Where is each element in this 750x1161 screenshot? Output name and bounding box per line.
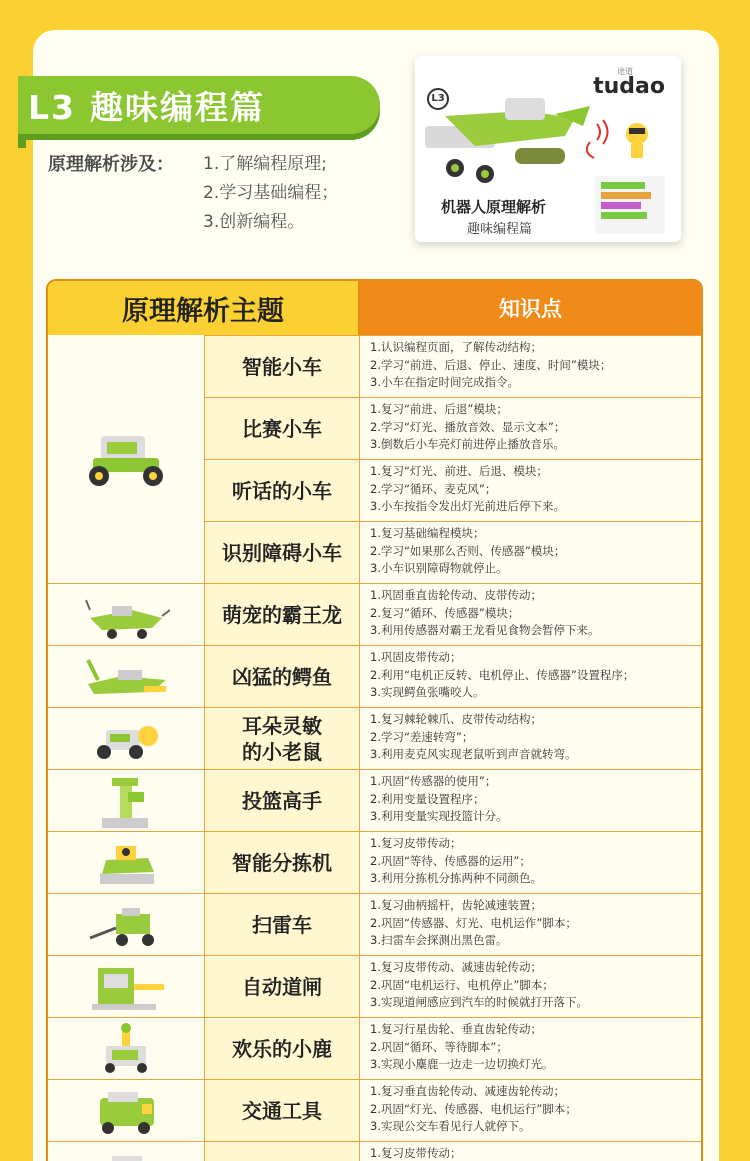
- topic-name: 萌宠的霸王龙: [205, 584, 360, 645]
- knowledge-points: [360, 956, 701, 1017]
- knowledge-point: 3.小车按指令发出灯光前进后停下来。: [370, 499, 565, 513]
- topic-name: 凶猛的鳄鱼: [205, 646, 360, 707]
- knowledge-points: [360, 584, 701, 645]
- topic-name: 比赛小车: [205, 398, 360, 459]
- topic-name: 智能分拣机: [205, 832, 360, 893]
- knowledge-points: [360, 708, 701, 769]
- intro-item: 3.创新编程。: [203, 212, 305, 232]
- page-title: [28, 82, 265, 129]
- knowledge-point: 1.巩固“传感器的使用”；: [370, 774, 497, 788]
- topic-name: 扫雷车: [205, 894, 360, 955]
- table-row: [48, 707, 701, 769]
- knowledge-point: 3.倒数后小车亮灯前进停止播放音乐。: [370, 437, 565, 451]
- knowledge-point: 2.学习“前进、后退、停止、速度、时间”模块；: [370, 357, 612, 372]
- table-row: [48, 1141, 701, 1161]
- knowledge-point: 1.复习行星齿轮、垂直齿轮传动；: [370, 1022, 542, 1036]
- robot-model-image: [48, 770, 205, 831]
- topic-name: 智能小车: [205, 336, 360, 397]
- knowledge-point: 2.学习“灯光、播放音效、显示文本”；: [370, 419, 566, 434]
- knowledge-point: 1.复习垂直齿轮传动、减速齿轮传动；: [370, 1084, 565, 1098]
- knowledge-point: 3.扫雷车会探测出黑色雷。: [370, 933, 508, 947]
- intro-item: 1.了解编程原理;: [203, 154, 327, 174]
- knowledge-point: 1.复习曲柄摇杆，齿轮减速装置；: [370, 898, 542, 912]
- knowledge-point: 2.学习“循环、麦克风”；: [370, 481, 497, 496]
- table-row: [48, 769, 701, 831]
- level-label: L3: [28, 87, 76, 127]
- cover-brand-cn: 途道: [617, 67, 633, 76]
- robot-model-image: [48, 584, 205, 645]
- topic-name: 听话的小车: [205, 460, 360, 521]
- cover-brand: tudao: [593, 74, 665, 99]
- knowledge-point: 2.巩固“循环、等待脚本”；: [370, 1039, 508, 1054]
- knowledge-points: [360, 1080, 701, 1141]
- knowledge-points: [360, 398, 701, 459]
- knowledge-point: 2.巩固“等待、传感器的运用”；: [370, 853, 531, 868]
- knowledge-point: 3.利用麦克风实现老鼠听到声音就转弯。: [370, 747, 577, 761]
- robot-model-image: [48, 1080, 205, 1141]
- knowledge-points: [360, 646, 701, 707]
- knowledge-point: 3.实现公交车看见行人就停下。: [370, 1119, 531, 1133]
- intro-list: [203, 150, 338, 237]
- knowledge-points: [360, 460, 701, 521]
- intro-item: 2.学习基础编程；: [203, 183, 339, 203]
- knowledge-point: 3.利用分拣机分拣两种不同颜色。: [370, 871, 542, 885]
- knowledge-point: 2.学习“如果那么否则、传感器”模块；: [370, 543, 566, 558]
- knowledge-point: 1.复习皮带传动；: [370, 1146, 462, 1160]
- table-header-knowledge: 知识点: [360, 281, 701, 335]
- knowledge-point: 1.复习基础编程模块；: [370, 526, 485, 540]
- knowledge-point: 2.利用变量设置程序；: [370, 791, 485, 806]
- robot-model-image: [48, 832, 205, 893]
- smart-car-image: [48, 335, 205, 583]
- knowledge-point: 2.巩固“传感器、灯光、电机运作”脚本；: [370, 915, 577, 930]
- knowledge-point: 1.认识编程页面，了解传动结构；: [370, 340, 542, 354]
- cover-title: 机器人原理解析: [441, 198, 547, 216]
- table-header: [48, 281, 701, 335]
- table-row: [48, 645, 701, 707]
- robot-model-image: [48, 894, 205, 955]
- cover-level-badge: L3: [427, 88, 449, 110]
- table-row: [48, 1017, 701, 1079]
- title-banner: [18, 76, 380, 134]
- knowledge-point: 3.小车在指定时间完成指令。: [370, 375, 519, 389]
- knowledge-point: 1.巩固垂直齿轮传动、皮带传动；: [370, 588, 542, 602]
- knowledge-point: 3.小车识别障碍物就停止。: [370, 561, 508, 575]
- book-cover-image: [415, 56, 681, 242]
- intro-label: 原理解析涉及：: [48, 154, 174, 175]
- table-row: [48, 893, 701, 955]
- knowledge-point: 2.复习“循环、传感器”模块；: [370, 605, 520, 620]
- cover-subtitle: 趣味编程篇: [467, 222, 533, 237]
- knowledge-point: 1.复习棘轮棘爪、皮带传动结构；: [370, 712, 542, 726]
- robot-model-image: [48, 956, 205, 1017]
- knowledge-points: [360, 894, 701, 955]
- topic-name: 投篮高手: [205, 770, 360, 831]
- topic-name: 耳朵灵敏 的小老鼠: [205, 708, 360, 769]
- topic-name: 自动道闸: [205, 956, 360, 1017]
- robot-model-image: [48, 646, 205, 707]
- topic-table: [46, 279, 703, 1161]
- robot-model-image: [48, 708, 205, 769]
- knowledge-points: [360, 336, 701, 397]
- knowledge-point: 3.实现鳄鱼张嘴咬人。: [370, 685, 485, 699]
- knowledge-point: 1.巩固皮带传动；: [370, 650, 462, 664]
- table-row: [48, 831, 701, 893]
- table-row: [48, 955, 701, 1017]
- knowledge-points: [360, 522, 701, 583]
- knowledge-point: 2.利用“电机正反转、电机停止、传感器”设置程序；: [370, 667, 635, 682]
- topic-name: 欢乐的小鹿: [205, 1018, 360, 1079]
- knowledge-point: 2.巩固“灯光、传感器、电机运行”脚本；: [370, 1101, 577, 1116]
- knowledge-point: 2.巩固“电机运行、电机停止”脚本；: [370, 977, 554, 992]
- knowledge-points: [360, 1018, 701, 1079]
- knowledge-point: 2.学习“差速转弯”；: [370, 729, 474, 744]
- knowledge-point: 3.利用变量实现投篮计分。: [370, 809, 508, 823]
- knowledge-points: [360, 770, 701, 831]
- table-row: [48, 583, 701, 645]
- knowledge-point: 1.复习“前进、后退”模块；: [370, 402, 508, 416]
- knowledge-point: 3.利用传感器对霸王龙看见食物会暂停下来。: [370, 623, 600, 637]
- knowledge-point: 3.实现道闸感应到汽车的时候就打开落下。: [370, 995, 588, 1009]
- topic-name: 识别障碍小车: [205, 522, 360, 583]
- knowledge-points: [360, 832, 701, 893]
- knowledge-point: 1.复习皮带传动；: [370, 836, 462, 850]
- knowledge-point: 3.实现小麋鹿一边走一边切换灯光。: [370, 1057, 554, 1071]
- table-row: [48, 1079, 701, 1141]
- topic-name: 交通工具: [205, 1080, 360, 1141]
- knowledge-points: [360, 1142, 701, 1161]
- topic-name: [205, 1142, 360, 1161]
- knowledge-point: 1.复习“灯光、前进、后退、模块；: [370, 464, 548, 478]
- table-header-topic: 原理解析主题: [48, 281, 360, 335]
- robot-model-image: [48, 1142, 205, 1161]
- knowledge-point: 1.复习皮带传动、减速齿轮传动；: [370, 960, 542, 974]
- robot-model-image: [48, 1018, 205, 1079]
- title-label: 趣味编程篇: [90, 87, 265, 127]
